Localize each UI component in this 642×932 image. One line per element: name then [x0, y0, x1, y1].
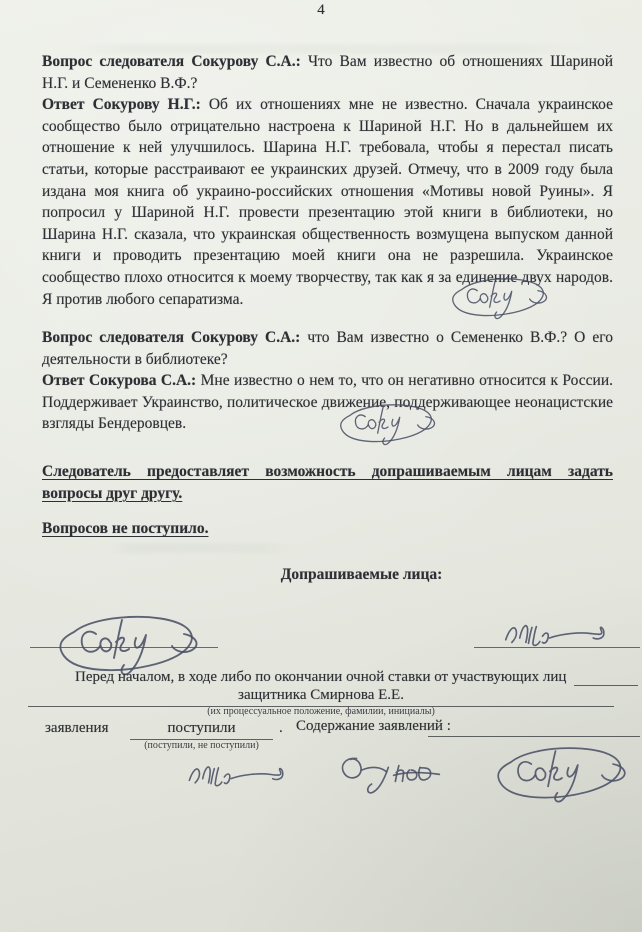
signature-bottom-middle	[332, 746, 464, 801]
answer-2-label: Ответ Сокурова С.А.:	[42, 372, 197, 390]
question-1-label: Вопрос следователя Сокурову С.А.:	[42, 53, 301, 70]
signature-second-person-right	[494, 610, 626, 652]
closing-intro: Перед началом, в ходе либо по окончании очной ставки от участвующих лиц	[75, 669, 567, 685]
question-2	[42, 327, 613, 370]
participant-line: защитника Смирнова Е.Е.	[28, 686, 614, 707]
question-1	[42, 51, 613, 94]
answer-2-text: Мне известно о нем то, что он негативно относится к России. Поддерживает Украинство, политическое движение, поддерживающее неонацистские взгляды Бендеровцев.	[42, 372, 614, 433]
signature-bottom-right	[483, 736, 641, 820]
statements-content-label: Содержание заявлений :	[296, 718, 451, 734]
no-questions-statement	[42, 518, 613, 540]
blank-line-content	[428, 719, 640, 737]
question-2-text: что Вам известно о Семененко В.Ф.? О его деятельности в библиотеке?	[42, 329, 613, 368]
page-number: 4	[317, 2, 325, 18]
invite-statement-text: Следователь предоставляет возможность допрашиваемым лицам задать вопросы друг другу.	[42, 463, 613, 502]
question-1-text: Что Вам известно об отношениях Шариной Н.Г. и Семененко В.Ф.?	[42, 53, 613, 92]
signature-sokurov-inline-1	[425, 270, 575, 332]
answer-1-text: Об их отношениях мне не известно. Сначала украинское сообщество было отрицательно настроена к Шариной Н.Г. Но в дальнейшем их отношение к ней улучшилось. Шарина Н.Г. требовала, чтобы я перестал писать статьи, которые расстраивают ее украинских друзей. Отмечу, что в 2009 году была издана моя книга об украино-российских отношения «Мотивы новой Руины». Я попросил у Шариной Н.Г. провести презентацию этой книги в библиотеки, но Шарина Н.Г. сказала, что украинская общественность возмущена выпуском данной книги и проводить презентацию моей книги она не разрешила. Украинское сообщество плохо относится к моему творчеству, так как я за единение двух народов. Я против любого сепаратизма.	[42, 96, 613, 308]
statements-hint: (поступили, не поступили)	[144, 740, 259, 751]
blank-line-intro	[574, 668, 638, 686]
no-questions-text: Вопросов не поступило.	[42, 520, 209, 537]
signature-sokurov-inline-2	[322, 396, 454, 458]
participant-hint: (их процессуальное положение, фамилии, инициалы)	[207, 706, 435, 717]
question-2-label: Вопрос следователя Сокурову С.А.:	[42, 329, 301, 346]
statements-filled-value: поступили	[130, 719, 273, 740]
statements-word: заявления	[45, 720, 109, 736]
statements-period: .	[279, 720, 283, 736]
bleed-through-smudge	[110, 543, 290, 553]
invite-statement	[42, 461, 613, 504]
interrogated-persons-heading: Допрашиваемые лица:	[280, 566, 443, 583]
answer-1-label: Ответ Сокурову Н.Г.:	[42, 96, 201, 114]
signature-bottom-left	[182, 752, 300, 792]
